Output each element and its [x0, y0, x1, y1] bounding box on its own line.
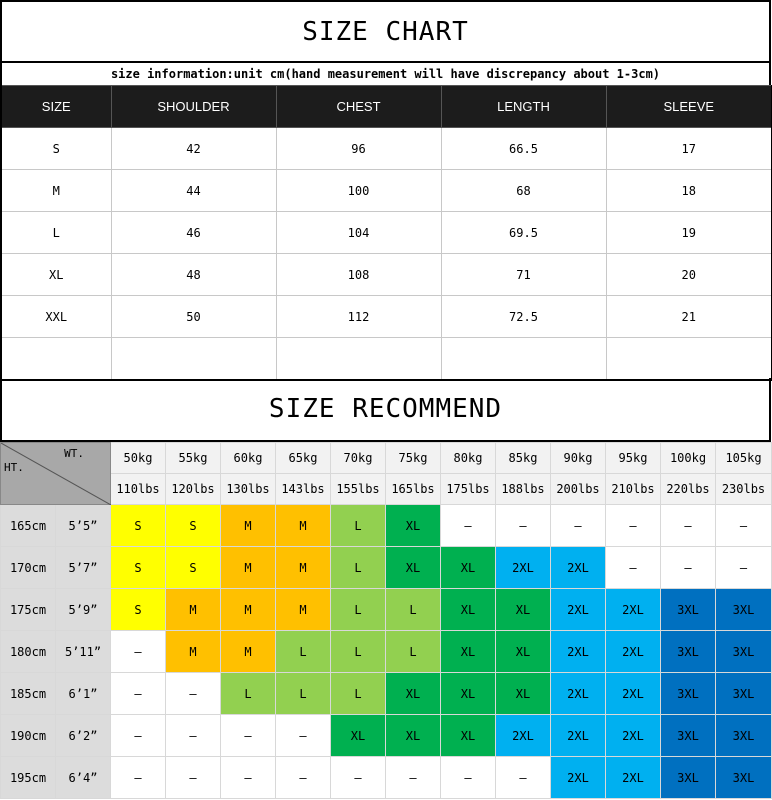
recommended-size-cell: L [331, 505, 386, 547]
recommended-size-cell: 2XL [551, 715, 606, 757]
recommended-size-cell: M [276, 547, 331, 589]
height-ft-cell: 5’9” [56, 589, 111, 631]
weight-axis-label: WT. [64, 447, 84, 460]
chart-cell: 72.5 [441, 296, 606, 338]
recommended-size-cell: M [276, 589, 331, 631]
chart-header-sleeve: SLEEVE [606, 86, 772, 128]
table-row [1, 254, 772, 296]
recommended-size-cell: – [276, 715, 331, 757]
recommended-size-cell: 3XL [661, 589, 716, 631]
recommended-size-cell: 3XL [716, 715, 772, 757]
height-ft-cell: 5’11” [56, 631, 111, 673]
recommended-size-cell: XL [441, 631, 496, 673]
chart-cell: 71 [441, 254, 606, 296]
chart-cell [111, 338, 276, 380]
recommended-size-cell: – [111, 757, 166, 799]
chart-cell: XL [1, 254, 111, 296]
size-chart-header-row [1, 86, 772, 128]
recommended-size-cell: S [111, 589, 166, 631]
weight-lbs-cell: 110lbs [111, 474, 166, 505]
recommended-size-cell: XL [496, 673, 551, 715]
chart-header-size: SIZE [1, 86, 111, 128]
recommended-size-cell: XL [386, 505, 441, 547]
chart-cell: 20 [606, 254, 772, 296]
recommended-size-cell: L [331, 673, 386, 715]
recommended-size-cell: – [221, 715, 276, 757]
chart-cell: 19 [606, 212, 772, 254]
recommend-row [1, 505, 772, 547]
recommended-size-cell: – [111, 631, 166, 673]
recommended-size-cell: 2XL [551, 589, 606, 631]
chart-cell: 68 [441, 170, 606, 212]
recommended-size-cell: XL [386, 547, 441, 589]
recommended-size-cell: XL [441, 589, 496, 631]
chart-header-length: LENGTH [441, 86, 606, 128]
recommended-size-cell: – [441, 505, 496, 547]
recommended-size-cell: 3XL [661, 715, 716, 757]
recommended-size-cell: M [221, 505, 276, 547]
chart-cell [441, 338, 606, 380]
height-cm-cell: 185cm [1, 673, 56, 715]
recommended-size-cell: M [166, 631, 221, 673]
height-cm-cell: 195cm [1, 757, 56, 799]
weight-lbs-cell: 230lbs [716, 474, 772, 505]
chart-cell [606, 338, 772, 380]
table-row [1, 128, 772, 170]
recommend-row [1, 631, 772, 673]
recommended-size-cell: – [661, 547, 716, 589]
table-row [1, 296, 772, 338]
height-axis-label: HT. [4, 461, 24, 474]
recommended-size-cell: L [386, 589, 441, 631]
chart-cell: 46 [111, 212, 276, 254]
recommended-size-cell: 3XL [661, 673, 716, 715]
chart-cell: 50 [111, 296, 276, 338]
weight-lbs-cell: 155lbs [331, 474, 386, 505]
weight-kg-cell: 70kg [331, 443, 386, 474]
table-row [1, 212, 772, 254]
weight-kg-cell: 75kg [386, 443, 441, 474]
recommended-size-cell: – [221, 757, 276, 799]
chart-cell: XXL [1, 296, 111, 338]
height-ft-cell: 6’1” [56, 673, 111, 715]
chart-cell: L [1, 212, 111, 254]
recommended-size-cell: – [661, 505, 716, 547]
recommended-size-cell: XL [441, 673, 496, 715]
recommended-size-cell: 2XL [606, 673, 661, 715]
recommended-size-cell: S [111, 505, 166, 547]
recommended-size-cell: M [221, 589, 276, 631]
chart-header-shoulder: SHOULDER [111, 86, 276, 128]
recommended-size-cell: M [276, 505, 331, 547]
chart-cell: 17 [606, 128, 772, 170]
recommended-size-cell: L [276, 673, 331, 715]
recommended-size-cell: XL [441, 547, 496, 589]
size-info-note: size information:unit cm(hand measurement will have discrepancy about 1-3cm) [0, 63, 771, 85]
chart-cell: 108 [276, 254, 441, 296]
recommended-size-cell: – [716, 547, 772, 589]
recommended-size-cell: – [386, 757, 441, 799]
recommended-size-cell: 2XL [551, 673, 606, 715]
weight-kg-cell: 60kg [221, 443, 276, 474]
recommended-size-cell: – [716, 505, 772, 547]
chart-cell: 100 [276, 170, 441, 212]
recommended-size-cell: XL [496, 589, 551, 631]
chart-cell: 112 [276, 296, 441, 338]
recommend-row [1, 589, 772, 631]
size-recommend-title: SIZE RECOMMEND [0, 378, 771, 442]
height-ft-cell: 5’7” [56, 547, 111, 589]
chart-cell: 44 [111, 170, 276, 212]
weight-kg-cell: 95kg [606, 443, 661, 474]
height-ft-cell: 6’4” [56, 757, 111, 799]
recommended-size-cell: M [166, 589, 221, 631]
weight-lbs-row [1, 474, 772, 505]
recommended-size-cell: S [111, 547, 166, 589]
recommended-size-cell: – [441, 757, 496, 799]
weight-kg-cell: 90kg [551, 443, 606, 474]
chart-cell [276, 338, 441, 380]
height-ft-cell: 5’5” [56, 505, 111, 547]
recommend-row [1, 715, 772, 757]
weight-lbs-cell: 220lbs [661, 474, 716, 505]
weight-kg-cell: 65kg [276, 443, 331, 474]
weight-kg-cell: 85kg [496, 443, 551, 474]
recommended-size-cell: 2XL [551, 547, 606, 589]
recommended-size-cell: – [111, 715, 166, 757]
recommended-size-cell: L [221, 673, 276, 715]
height-ft-cell: 6’2” [56, 715, 111, 757]
recommend-row [1, 757, 772, 799]
chart-cell: 104 [276, 212, 441, 254]
recommended-size-cell: – [166, 757, 221, 799]
chart-cell: 69.5 [441, 212, 606, 254]
recommended-size-cell: – [496, 505, 551, 547]
weight-kg-cell: 100kg [661, 443, 716, 474]
recommended-size-cell: 2XL [606, 589, 661, 631]
recommended-size-cell: 3XL [716, 673, 772, 715]
height-cm-cell: 170cm [1, 547, 56, 589]
weight-lbs-cell: 210lbs [606, 474, 661, 505]
recommended-size-cell: 3XL [661, 631, 716, 673]
recommended-size-cell: 2XL [551, 757, 606, 799]
table-row [1, 338, 772, 380]
chart-cell: 48 [111, 254, 276, 296]
chart-cell: 18 [606, 170, 772, 212]
recommended-size-cell: M [221, 631, 276, 673]
height-cm-cell: 175cm [1, 589, 56, 631]
size-chart-title: SIZE CHART [0, 0, 771, 63]
recommended-size-cell: – [166, 673, 221, 715]
weight-kg-cell: 55kg [166, 443, 221, 474]
chart-cell: M [1, 170, 111, 212]
chart-header-chest: CHEST [276, 86, 441, 128]
height-cm-cell: 180cm [1, 631, 56, 673]
recommend-row [1, 547, 772, 589]
recommended-size-cell: XL [386, 715, 441, 757]
recommended-size-cell: – [606, 505, 661, 547]
chart-cell: 96 [276, 128, 441, 170]
recommended-size-cell: 2XL [496, 547, 551, 589]
recommended-size-cell: L [386, 631, 441, 673]
recommended-size-cell: XL [331, 715, 386, 757]
chart-cell [1, 338, 111, 380]
recommended-size-cell: – [496, 757, 551, 799]
recommended-size-cell: – [606, 547, 661, 589]
weight-lbs-cell: 175lbs [441, 474, 496, 505]
weight-lbs-cell: 120lbs [166, 474, 221, 505]
recommended-size-cell: – [331, 757, 386, 799]
ht-wt-corner [1, 443, 111, 505]
recommended-size-cell: S [166, 547, 221, 589]
recommended-size-cell: 3XL [661, 757, 716, 799]
recommended-size-cell: – [551, 505, 606, 547]
recommended-size-cell: 2XL [606, 631, 661, 673]
chart-cell: 21 [606, 296, 772, 338]
recommend-row [1, 673, 772, 715]
weight-kg-cell: 50kg [111, 443, 166, 474]
recommended-size-cell: 2XL [606, 757, 661, 799]
recommended-size-cell: 2XL [551, 631, 606, 673]
recommended-size-cell: L [331, 631, 386, 673]
weight-lbs-cell: 130lbs [221, 474, 276, 505]
height-cm-cell: 190cm [1, 715, 56, 757]
recommended-size-cell: 3XL [716, 757, 772, 799]
recommended-size-cell: XL [441, 715, 496, 757]
weight-lbs-cell: 143lbs [276, 474, 331, 505]
chart-cell: 66.5 [441, 128, 606, 170]
recommended-size-cell: XL [386, 673, 441, 715]
recommended-size-cell: – [166, 715, 221, 757]
size-chart-table [0, 85, 772, 381]
diagonal-divider [1, 443, 111, 505]
recommended-size-cell: – [276, 757, 331, 799]
recommended-size-cell: – [111, 673, 166, 715]
weight-kg-cell: 80kg [441, 443, 496, 474]
size-recommend-table [0, 442, 772, 799]
table-row [1, 170, 772, 212]
chart-cell: 42 [111, 128, 276, 170]
recommended-size-cell: 2XL [606, 715, 661, 757]
recommended-size-cell: L [276, 631, 331, 673]
recommended-size-cell: 3XL [716, 631, 772, 673]
chart-cell: S [1, 128, 111, 170]
recommended-size-cell: L [331, 589, 386, 631]
weight-lbs-cell: 165lbs [386, 474, 441, 505]
recommended-size-cell: 2XL [496, 715, 551, 757]
weight-lbs-cell: 188lbs [496, 474, 551, 505]
recommended-size-cell: S [166, 505, 221, 547]
recommended-size-cell: 3XL [716, 589, 772, 631]
weight-kg-row [1, 443, 772, 474]
recommended-size-cell: XL [496, 631, 551, 673]
weight-lbs-cell: 200lbs [551, 474, 606, 505]
recommended-size-cell: L [331, 547, 386, 589]
height-cm-cell: 165cm [1, 505, 56, 547]
recommended-size-cell: M [221, 547, 276, 589]
weight-kg-cell: 105kg [716, 443, 772, 474]
